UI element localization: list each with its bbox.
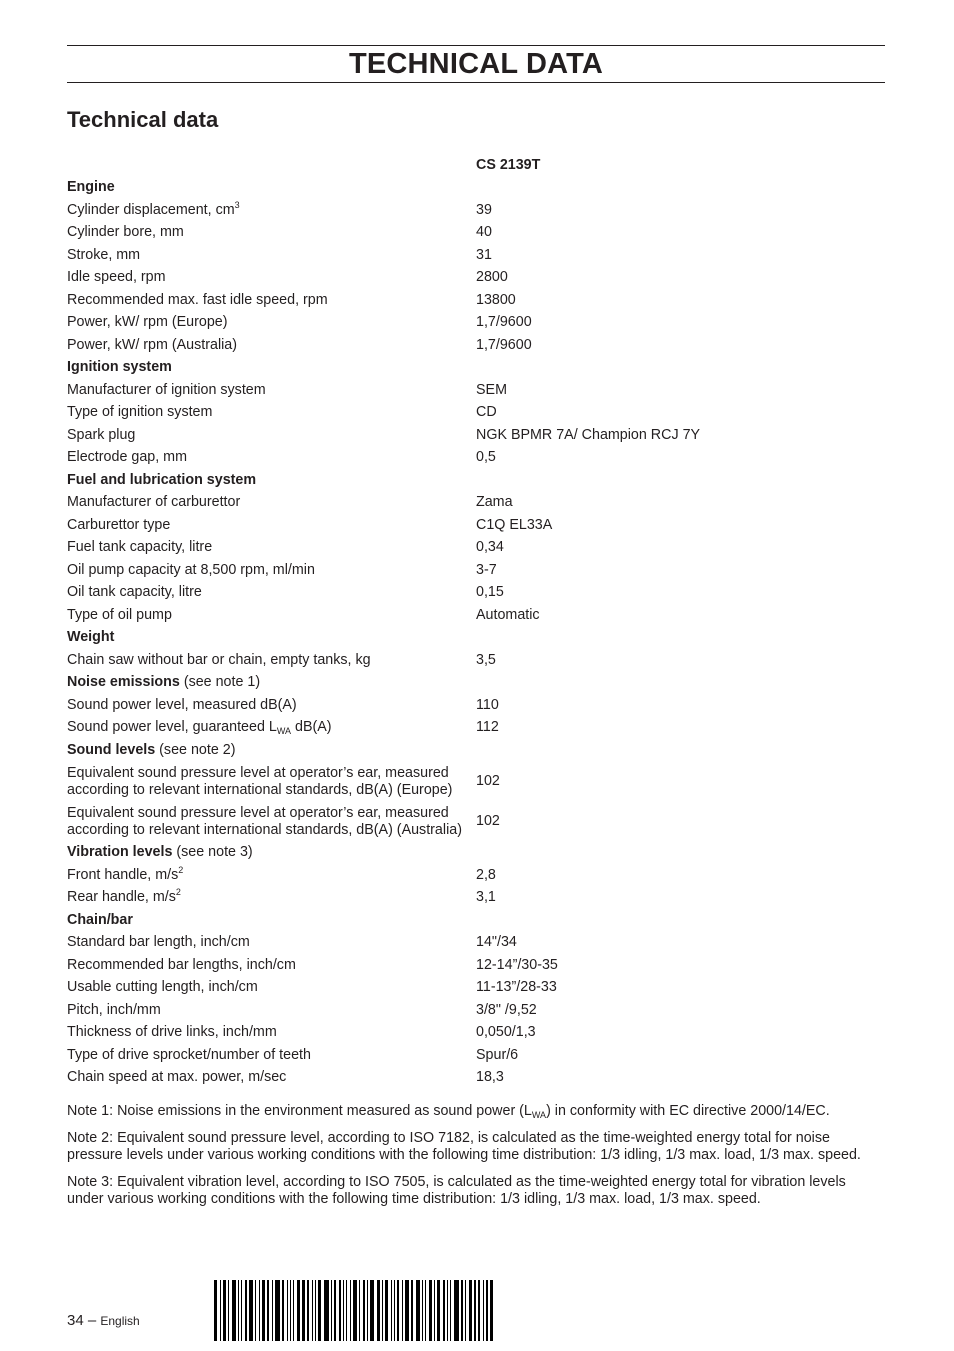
section-note-ref: (see note 3) [172,844,253,861]
barcode-bar [474,1280,476,1341]
barcode-bar [249,1280,252,1341]
note-2 [67,1130,885,1164]
barcode-bar [370,1280,374,1341]
model-name: CS 2139T [476,156,541,173]
spec-value: SEM [476,381,507,398]
barcode-bar [318,1280,321,1341]
barcode-bar [275,1280,279,1341]
spec-value: Zama [476,494,513,511]
barcode-bar [346,1280,347,1341]
barcode-bar [302,1280,304,1341]
text-part: WA [276,726,292,737]
barcode-bar [454,1280,458,1341]
section-heading-row [67,842,885,865]
barcode-bar [297,1280,300,1341]
barcode-bar [382,1280,383,1341]
barcode-bar [255,1280,256,1341]
spec-value: 3/8" /9,52 [476,1001,537,1018]
spec-value [476,627,885,650]
barcode-bar [465,1280,466,1341]
barcode-bar [483,1280,484,1341]
spec-row [67,267,885,290]
spec-value: 12-14”/30-35 [476,956,558,973]
spec-label [67,864,476,887]
barcode-bar [293,1280,294,1341]
spec-value: 112 [476,719,499,736]
spec-label: Type of drive sprocket/number of teeth [67,1046,311,1063]
spec-value [476,672,885,695]
spec-label: Standard bar length, inch/cm [67,934,250,951]
spec-label: Chain speed at max. power, m/sec [67,1069,287,1086]
barcode-bar [490,1280,493,1341]
text-part: Note 3: Equivalent vibration level, according to ISO 7505, is calculated as the time-weighted energy total for vibration levels under various working conditions with the following time distribution: 1/3 idling, 1/3 max. load, 1/3 max. speed. [67,1174,846,1207]
barcode-bar [434,1280,435,1341]
spec-value: CD [476,404,497,421]
spec-label [67,739,476,762]
barcode-bar [377,1280,379,1341]
text-part: 3 [234,199,240,210]
spec-row [67,999,885,1022]
spec-value: 102 [476,813,500,829]
barcode-bar [367,1280,368,1341]
barcode-bar [334,1280,336,1341]
section-heading: Ignition system [67,359,172,376]
spec-row [67,244,885,267]
spec-value [476,177,885,200]
barcode-bar [331,1280,332,1341]
section-title: Technical data [67,107,219,132]
footer-language: English [100,1314,140,1328]
spec-value: Spur/6 [476,1046,519,1063]
text-part: 2 [178,864,184,875]
barcode-bar [214,1280,217,1341]
barcode-bar [220,1280,221,1341]
section-heading-row [67,177,885,200]
text-part: WA [531,1110,547,1120]
spec-label: Manufacturer of ignition system [67,381,266,398]
spec-row [67,887,885,910]
spec-row [67,717,885,740]
section-heading-row [67,469,885,492]
spec-value: 110 [476,696,499,713]
barcode-bar [259,1280,260,1341]
spec-value: 40 [476,224,492,241]
barcode-bar [469,1280,472,1341]
barcode-bar [416,1280,420,1341]
spec-row [67,954,885,977]
barcode-bar [397,1280,399,1341]
spec-label [67,887,476,910]
spec-label [67,177,476,200]
barcode-bar [402,1280,403,1341]
spec-row [67,514,885,537]
spec-value: 2,8 [476,866,496,883]
section-heading: Noise emissions [67,674,180,691]
spec-row [67,559,885,582]
text-part: Front handle, m/s [67,866,179,883]
barcode-bar [450,1280,451,1341]
spec-label: Carburettor type [67,516,171,533]
spec-value: 3-7 [476,561,497,578]
technical-data-table [67,154,885,1089]
barcode-bar [486,1280,488,1341]
note-3 [67,1174,885,1208]
spec-row [67,289,885,312]
barcode-bar [324,1280,328,1341]
barcode-bar [343,1280,344,1341]
text-part: Note 2: Equivalent sound pressure level, according to ISO 7182, is calculated as the time-weighted energy total for noise pressure levels under various working conditions with the following time distribution: 1/3 idling, 1/3 max. load, 1/3 max. speed. [67,1130,861,1163]
section-heading-row [67,357,885,380]
spec-value: 13800 [476,291,516,308]
section-note-ref: (see note 1) [179,674,261,691]
section-heading-row [67,627,885,650]
section-heading-row [67,672,885,695]
barcode-bar [405,1280,408,1341]
spec-row [67,424,885,447]
barcode-bar [228,1280,229,1341]
section-heading-row [67,739,885,762]
page-header-title: TECHNICAL DATA [348,48,604,80]
text-part: ) in conformity with EC directive 2000/14/EC. [546,1103,830,1119]
spec-row [67,1044,885,1067]
spec-value: 2800 [476,269,508,286]
spec-value: 39 [476,201,492,218]
barcode-bar [461,1280,463,1341]
spec-label [67,717,476,740]
barcode-bar [307,1280,309,1341]
spec-label: Usable cutting length, inch/cm [67,979,258,996]
spec-row [67,334,885,357]
barcode-bar [411,1280,413,1341]
barcode-bar [223,1280,225,1341]
section-heading: Sound levels [67,741,156,758]
text-part: 2 [175,887,181,898]
barcode-bar [282,1280,284,1341]
spec-label-line: Equivalent sound pressure level at operator’s ear, measured [67,764,449,781]
spec-value: NGK BPMR 7A/ Champion RCJ 7Y [476,426,701,443]
spec-label [67,357,476,380]
spec-row [67,864,885,887]
model-header-row [67,154,885,177]
section-heading-row [67,909,885,932]
barcode-bar [241,1280,242,1341]
barcode-bar [385,1280,388,1341]
barcode-bar [245,1280,247,1341]
spec-label: Power, kW/ rpm (Europe) [67,314,228,331]
spec-value [476,469,885,492]
text-part: Rear handle, m/s [67,889,176,906]
barcode-bar [339,1280,341,1341]
barcode-bar [437,1280,440,1341]
spec-row [67,492,885,515]
spec-label: Manufacturer of carburettor [67,494,241,511]
spec-label: Idle speed, rpm [67,269,166,286]
text-part: Cylinder displacement, cm [67,201,235,218]
note-1 [67,1103,885,1120]
barcode-bar [353,1280,356,1341]
spec-label [67,672,476,695]
spec-label: Thickness of drive links, inch/mm [67,1024,277,1041]
spec-value [476,357,885,380]
spec-row [67,582,885,605]
spec-row [67,1067,885,1090]
spec-label: Recommended bar lengths, inch/cm [67,956,296,973]
spec-row [67,402,885,425]
spec-label: Sound power level, measured dB(A) [67,696,297,713]
spec-row [67,1022,885,1045]
barcode-bar [443,1280,445,1341]
spec-value [476,909,885,932]
spec-row [67,802,885,842]
text-part: dB(A) [291,719,332,736]
barcode-bar [262,1280,265,1341]
spec-label [67,909,476,932]
spec-label [67,469,476,492]
barcode-bar [422,1280,423,1341]
spec-value: 3,1 [476,889,496,906]
spec-label-line: Equivalent sound pressure level at operator’s ear, measured [67,804,449,821]
spec-row [67,604,885,627]
barcode-bar [394,1280,395,1341]
spec-row [67,199,885,222]
spec-value: 3,5 [476,651,496,668]
barcode-bar [287,1280,288,1341]
spec-label [67,627,476,650]
spec-value: 14"/34 [476,934,517,951]
spec-row [67,222,885,245]
spec-row [67,694,885,717]
section-heading: Chain/bar [67,911,133,928]
barcode [214,1280,496,1341]
section-note-ref: (see note 2) [155,741,236,758]
barcode-bar [429,1280,431,1341]
spec-value: 11-13”/28-33 [476,979,557,996]
spec-value: Automatic [476,606,540,623]
spec-label: Spark plug [67,426,136,443]
spec-value: 1,7/9600 [476,336,532,353]
spec-label [67,802,476,842]
spec-label: Power, kW/ rpm (Australia) [67,336,238,353]
barcode-bar [425,1280,426,1341]
page-number: 34 – [67,1312,101,1329]
spec-value: C1Q EL33A [476,516,553,533]
spec-value: 0,15 [476,584,504,601]
spec-value [476,739,885,762]
spec-label: Oil pump capacity at 8,500 rpm, ml/min [67,561,315,578]
spec-row [67,447,885,470]
barcode-bar [363,1280,365,1341]
spec-row [67,762,885,802]
spec-label: Pitch, inch/mm [67,1001,161,1018]
spec-label: Type of oil pump [67,606,172,623]
spec-value: 1,7/9600 [476,314,532,331]
text-part: Sound power level, guaranteed L [67,719,277,736]
spec-row [67,537,885,560]
spec-row [67,649,885,672]
spec-value: 31 [476,246,492,263]
barcode-bar [232,1280,236,1341]
spec-value: 0,5 [476,449,496,466]
spec-label: Electrode gap, mm [67,449,187,466]
spec-row [67,312,885,335]
spec-label [67,762,476,802]
spec-value: 102 [476,773,500,789]
spec-label [67,199,476,222]
barcode-bar [391,1280,392,1341]
spec-label-line: according to relevant international standards, dB(A) (Europe) [67,781,453,798]
spec-row [67,977,885,1000]
spec-label-line: according to relevant international standards, dB(A) (Australia) [67,821,462,838]
spec-value: 18,3 [476,1069,504,1086]
section-heading: Engine [67,179,115,196]
spec-label: Cylinder bore, mm [67,224,184,241]
spec-value: 0,34 [476,539,504,556]
spec-label: Recommended max. fast idle speed, rpm [67,291,328,308]
spec-row [67,932,885,955]
page-footer [67,1312,140,1329]
spec-label: Oil tank capacity, litre [67,584,202,601]
barcode-bar [267,1280,269,1341]
barcode-bar [272,1280,273,1341]
spec-label: Fuel tank capacity, litre [67,539,213,556]
notes [67,1103,885,1218]
spec-label [67,842,476,865]
section-heading: Weight [67,629,115,646]
barcode-bar [315,1280,316,1341]
spec-label: Stroke, mm [67,246,141,263]
model-header-spacer [67,154,476,177]
spec-label: Type of ignition system [67,404,213,421]
barcode-bar [447,1280,448,1341]
spec-row [67,379,885,402]
barcode-bar [290,1280,291,1341]
barcode-bar [478,1280,479,1341]
barcode-bar [238,1280,239,1341]
text-part: Note 1: Noise emissions in the environment measured as sound power (L [67,1103,532,1119]
barcode-bar [312,1280,313,1341]
barcode-bar [359,1280,360,1341]
section-heading: Vibration levels [67,844,173,861]
section-heading: Fuel and lubrication system [67,471,257,488]
spec-value [476,842,885,865]
spec-value: 0,050/1,3 [476,1024,536,1041]
page-header [67,45,885,83]
spec-label: Chain saw without bar or chain, empty tanks, kg [67,651,371,668]
barcode-bar [350,1280,351,1341]
